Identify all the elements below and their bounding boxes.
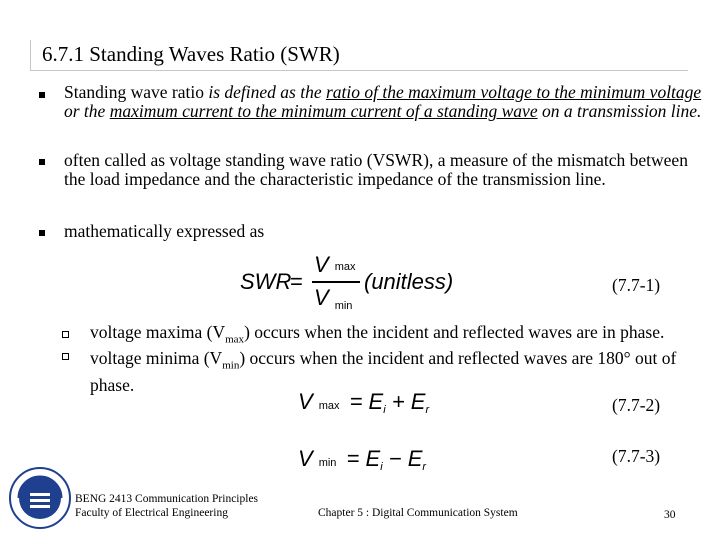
equation-number-1: (7.7-1) bbox=[612, 275, 661, 295]
bullet-marker-3 bbox=[39, 230, 45, 236]
footer-chapter: Chapter 5 : Digital Communication System bbox=[318, 507, 518, 519]
sub-bullet-2-pre: voltage minima (V bbox=[90, 348, 223, 368]
vmin-sub-r: r bbox=[422, 461, 427, 473]
swr-lhs: SWR bbox=[240, 269, 292, 294]
swr-numerator bbox=[314, 252, 355, 278]
swr-unit: (unitless) bbox=[364, 269, 454, 294]
sub-bullet-1-sub: max bbox=[225, 333, 245, 346]
bullet-1-part-3: or the bbox=[64, 101, 110, 121]
swr-num-sub: max bbox=[334, 261, 356, 273]
vmin-sub-i: i bbox=[380, 461, 383, 473]
equation-number-3: (7.7-3) bbox=[612, 446, 661, 466]
sub-bullet-marker-1 bbox=[62, 331, 69, 338]
sub-bullet-1-post: ) occurs when the incident and reflected waves are in phase. bbox=[244, 322, 665, 342]
equation-number-2: (7.7-2) bbox=[612, 395, 661, 415]
title-rule-vertical bbox=[30, 40, 31, 71]
sub-bullet-2-sub: min bbox=[222, 359, 240, 372]
slide-title: 6.7.1 Standing Waves Ratio (SWR) bbox=[42, 42, 340, 66]
swr-equals: = bbox=[290, 269, 303, 294]
vmin-op: − E bbox=[388, 446, 423, 471]
vmin-equation bbox=[298, 446, 426, 473]
footer-course: BENG 2413 Communication Principles bbox=[75, 493, 259, 505]
sub-bullet-2-text bbox=[90, 349, 702, 395]
swr-num-v: V bbox=[314, 252, 329, 277]
swr-fraction-bar bbox=[312, 281, 360, 283]
vmax-equation bbox=[298, 389, 429, 416]
vmax-op: + E bbox=[391, 389, 426, 414]
vmax-sub-r: r bbox=[425, 404, 430, 416]
vmin-rhs: = E bbox=[346, 446, 381, 471]
bullet-1-part-2: ratio of the maximum voltage to the minimum voltage bbox=[325, 82, 702, 102]
vmin-v: V bbox=[298, 446, 313, 471]
bullet-1-part-1: is defined as the bbox=[208, 82, 326, 102]
vmax-sub-i: i bbox=[383, 404, 386, 416]
sub-bullet-1-text bbox=[90, 323, 700, 350]
bullet-3-text: mathematically expressed as bbox=[64, 221, 265, 241]
vmax-v: V bbox=[298, 389, 313, 414]
swr-denominator bbox=[314, 285, 352, 312]
page-number: 30 bbox=[664, 509, 676, 521]
vmax-rhs: = E bbox=[349, 389, 384, 414]
sub-bullet-2-post: ) occurs when the incident and reflected waves are 180° out of phase. bbox=[90, 348, 677, 395]
bullet-marker-2 bbox=[39, 159, 45, 165]
bullet-1-part-4: maximum current to the minimum current of a standing wave bbox=[109, 101, 538, 121]
sub-bullet-marker-2 bbox=[62, 353, 69, 360]
swr-den-v: V bbox=[314, 285, 329, 310]
footer-faculty: Faculty of Electrical Engineering bbox=[75, 507, 228, 519]
vmin-sub: min bbox=[318, 457, 337, 469]
university-logo-icon bbox=[8, 466, 72, 530]
bullet-1-part-5: on a transmission line. bbox=[537, 101, 702, 121]
title-rule-horizontal bbox=[30, 70, 688, 71]
bullet-marker-1 bbox=[39, 92, 45, 98]
bullet-1-text bbox=[64, 83, 704, 121]
sub-bullet-1-pre: voltage maxima (V bbox=[90, 322, 226, 342]
bullet-2-text: often called as voltage standing wave ratio (VSWR), a measure of the mismatch between the load impedance and the characteristic impedance of the transmission line. bbox=[64, 150, 688, 189]
swr-den-sub: min bbox=[334, 300, 353, 312]
vmax-sub: max bbox=[318, 400, 340, 412]
bullet-1-part-0: Standing wave ratio bbox=[64, 82, 209, 102]
